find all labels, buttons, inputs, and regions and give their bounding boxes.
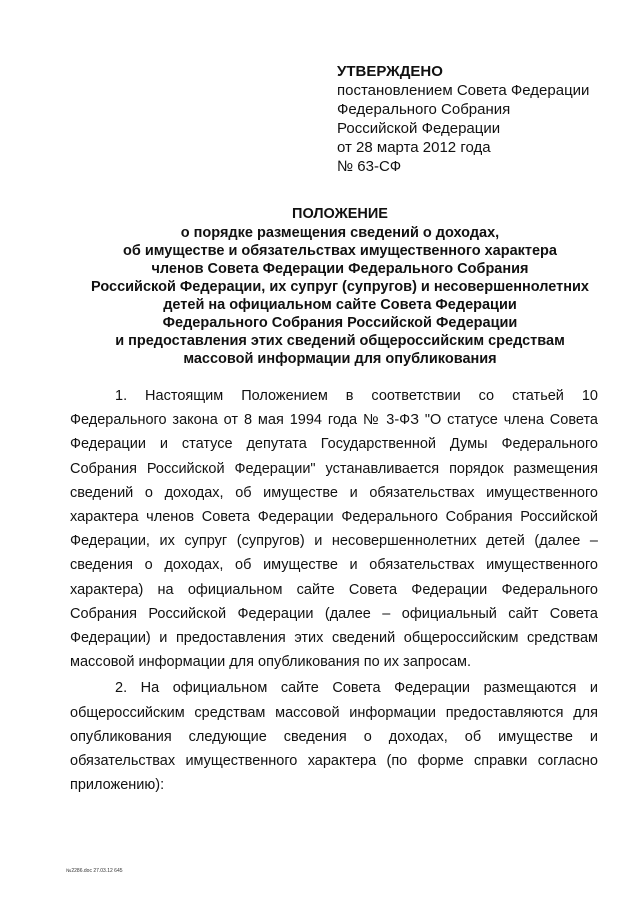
title-line: массовой информации для опубликования xyxy=(183,351,497,367)
paragraph-1: 1. Настоящим Положением в соответствии со статьей 10 Федерального закона от 8 мая 1994 года № 3-ФЗ "О статусе члена Совета Федерации и статусе депутата Государственной Думы Федерального Собрания Российской Федерации" устанавливается порядок размещения сведений о доходах, об имуществе и обязательствах имущественного характера членов Совета Федерации Федерального Собрания Российской Федерации, их супруг (супругов) и несовершеннолетних детей (далее – сведения о доходах, об имуществе и обязательствах имущественного характера) на официальном сайте Совета Федерации Федерального Собрания Российской Федерации (далее – официальный сайт Совета Федерации) и предоставления этих сведений общероссийским средствам массовой информации для опубликования по их запросам. xyxy=(70,388,598,671)
footer-file-code: №2286.doc 27.03.12 645 xyxy=(66,868,123,874)
approval-line: Российской Федерации xyxy=(337,120,501,137)
approval-heading: УТВЕРЖДЕНО xyxy=(337,63,443,80)
document-title: ПОЛОЖЕНИЕ xyxy=(292,206,388,222)
approval-line: постановлением Совета Федерации xyxy=(337,82,590,99)
approval-number: № 63-СФ xyxy=(337,158,402,175)
approval-date: от 28 марта 2012 года xyxy=(337,139,491,156)
title-line: и предоставления этих сведений общероссийским средствам xyxy=(115,333,565,349)
paragraph-2: 2. На официальном сайте Совета Федерации размещаются и общероссийским средствам массовой информации предоставляются для опубликования следующие сведения о доходах, об имуществе и обязательствах имущественного характера (по форме справки согласно приложению): xyxy=(70,680,598,794)
title-line: об имуществе и обязательствах имущественного характера xyxy=(123,243,557,259)
title-line: Российской Федерации, их супруг (супругов) и несовершеннолетних xyxy=(91,279,589,295)
approval-stamp xyxy=(337,62,627,176)
document-body xyxy=(70,384,598,797)
approval-line: Федерального Собрания xyxy=(337,101,511,118)
title-line: Федерального Собрания Российской Федерации xyxy=(162,315,518,331)
title-line: членов Совета Федерации Федерального Собрания xyxy=(151,261,529,277)
title-line: детей на официальном сайте Совета Федерации xyxy=(163,297,517,313)
document-title-block xyxy=(60,205,620,368)
title-line: о порядке размещения сведений о доходах, xyxy=(180,225,500,241)
